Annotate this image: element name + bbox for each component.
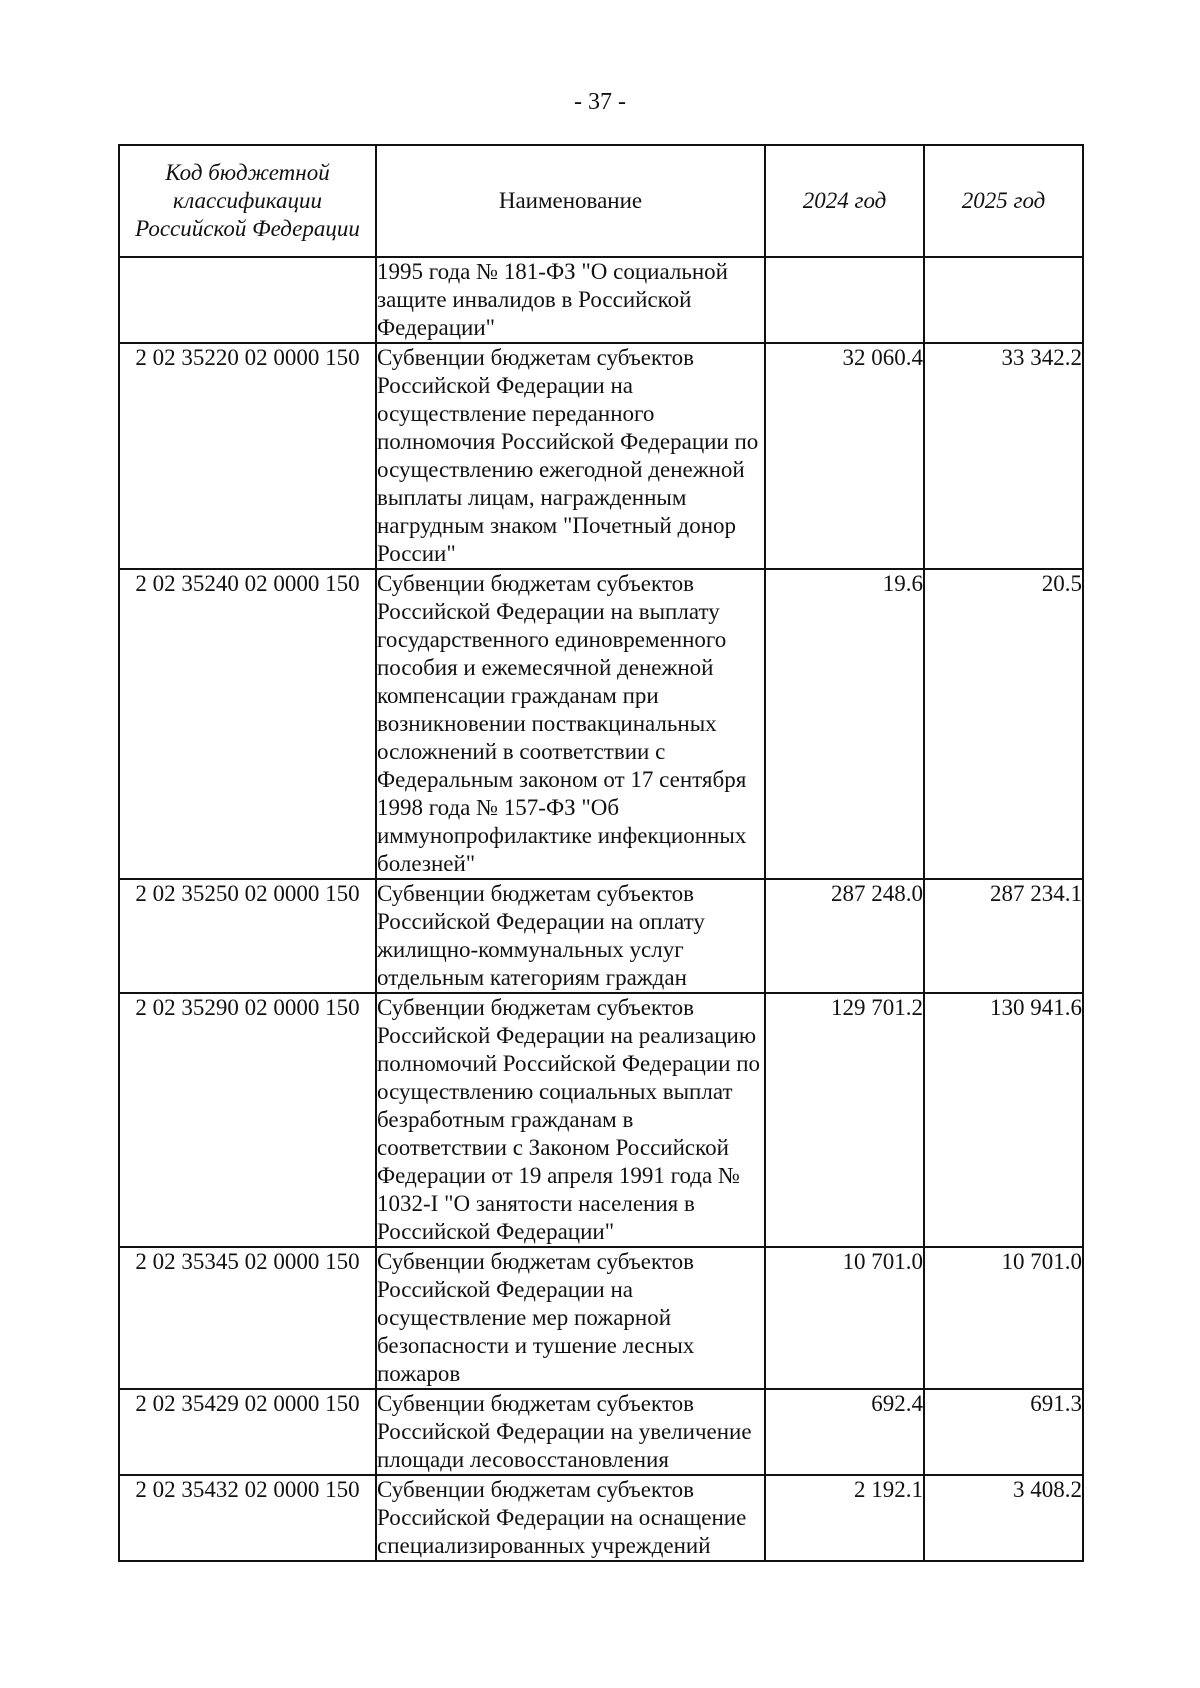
row-value-2025: 130 941.6 [924,993,1083,1247]
row-code: 2 02 35432 02 0000 150 [119,1475,376,1561]
row-name: Субвенции бюджетам субъектов Российской Федерации на оснащение специализированных учреждений [376,1475,765,1561]
table-row [119,1475,1083,1561]
row-code: 2 02 35220 02 0000 150 [119,343,376,569]
row-name: 1995 года № 181-ФЗ "О социальной защите инвалидов в Российской Федерации" [376,257,765,343]
row-value-2025: 691.3 [924,1389,1083,1475]
table-row [119,343,1083,569]
row-code: 2 02 35345 02 0000 150 [119,1247,376,1389]
table-row [119,1247,1083,1389]
row-value-2025 [924,257,1083,343]
row-code: 2 02 35250 02 0000 150 [119,879,376,993]
header-2025: 2025 год [924,145,1083,257]
row-value-2025: 20.5 [924,569,1083,879]
table-row [119,257,1083,343]
row-value-2025: 3 408.2 [924,1475,1083,1561]
header-name: Наименование [376,145,765,257]
table-row [119,879,1083,993]
row-name: Субвенции бюджетам субъектов Российской Федерации на выплату государственного единовременного пособия и ежемесячной денежной компенсации гражданам при возникновении поствакцинальных осложнений в соответствии с Федеральным законом от 17 сентября 1998 года № 157-ФЗ "Об иммунопрофилактике инфекционных болезней" [376,569,765,879]
header-code: Код бюджетной классификации Российской Федерации [119,145,376,257]
table-header-row [119,145,1083,257]
table-row [119,569,1083,879]
header-2024: 2024 год [765,145,924,257]
row-name: Субвенции бюджетам субъектов Российской Федерации на осуществление переданного полномочия Российской Федерации по осуществлению ежегодной денежной выплаты лицам, награжденным нагрудным знаком "Почетный донор России" [376,343,765,569]
page-number: - 37 - [574,89,626,115]
row-value-2024: 32 060.4 [765,343,924,569]
budget-table [118,144,1084,1562]
table-row [119,993,1083,1247]
row-value-2024: 692.4 [765,1389,924,1475]
row-code: 2 02 35290 02 0000 150 [119,993,376,1247]
row-name: Субвенции бюджетам субъектов Российской Федерации на осуществление мер пожарной безопасности и тушение лесных пожаров [376,1247,765,1389]
row-value-2024: 19.6 [765,569,924,879]
row-value-2024 [765,257,924,343]
row-value-2024: 129 701.2 [765,993,924,1247]
row-name: Субвенции бюджетам субъектов Российской Федерации на оплату жилищно-коммунальных услуг отдельным категориям граждан [376,879,765,993]
row-name: Субвенции бюджетам субъектов Российской Федерации на увеличение площади лесовосстановления [376,1389,765,1475]
row-value-2024: 10 701.0 [765,1247,924,1389]
row-value-2025: 287 234.1 [924,879,1083,993]
row-code [119,257,376,343]
row-value-2025: 33 342.2 [924,343,1083,569]
row-value-2024: 2 192.1 [765,1475,924,1561]
row-name: Субвенции бюджетам субъектов Российской Федерации на реализацию полномочий Российской Федерации по осуществлению социальных выплат безработным гражданам в соответствии с Законом Российской Федерации от 19 апреля 1991 года № 1032-I "О занятости населения в Российской Федерации" [376,993,765,1247]
row-code: 2 02 35240 02 0000 150 [119,569,376,879]
row-value-2025: 10 701.0 [924,1247,1083,1389]
row-value-2024: 287 248.0 [765,879,924,993]
table-row [119,1389,1083,1475]
row-code: 2 02 35429 02 0000 150 [119,1389,376,1475]
